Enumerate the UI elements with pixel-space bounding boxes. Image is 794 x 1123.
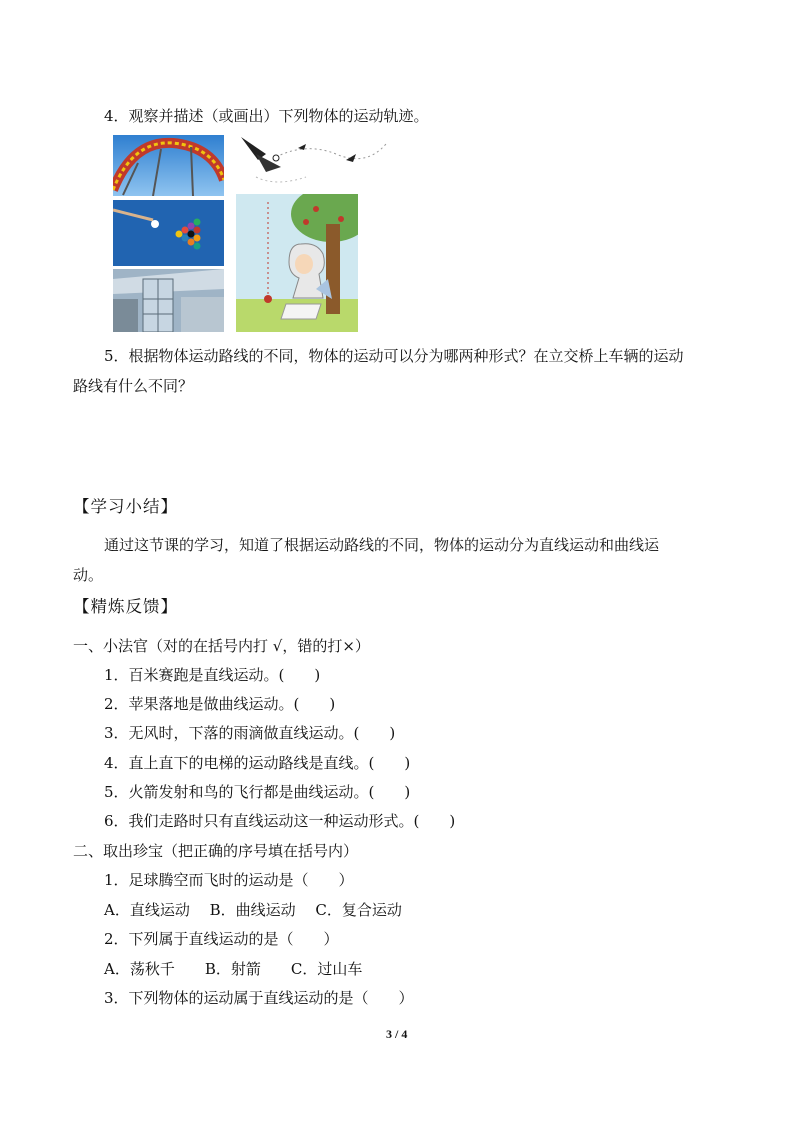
part-1-item: 6．我们走路时只有直线运动这一种运动形式。( ) <box>104 812 456 830</box>
roller-coaster-photo <box>113 135 224 196</box>
question-5-line-2: 路线有什么不同？ <box>73 377 194 395</box>
part-2-question-3: 3．下列物体的运动属于直线运动的是（ ） <box>104 989 414 1007</box>
part-2-title: 二、取出珍宝（把正确的序号填在括号内） <box>73 842 359 860</box>
part-2-question-2-options: A．荡秋千 B．射箭 C．过山车 <box>104 960 363 978</box>
part-1-item: 4．直上直下的电梯的运动路线是直线。( ) <box>104 754 411 772</box>
part-2-question-1: 1．足球腾空而飞时的运动是（ ） <box>104 871 354 889</box>
billiards-photo <box>113 200 224 266</box>
part-1-item: 2．苹果落地是做曲线运动。( ) <box>104 695 336 713</box>
newton-apple-cartoon <box>236 194 358 332</box>
summary-line-1: 通过这节课的学习，知道了根据运动路线的不同，物体的运动分为直线运动和曲线运 <box>104 536 660 554</box>
feedback-heading: 【精炼反馈】 <box>73 597 178 616</box>
part-1-item: 3．无风时，下落的雨滴做直线运动。( ) <box>104 724 396 742</box>
elevator-photo <box>113 269 224 332</box>
part-1-title: 一、小法官（对的在括号内打 √，错的打×） <box>73 637 370 655</box>
question-5-line-1: 5．根据物体运动路线的不同，物体的运动可以分为哪两种形式？在立交桥上车辆的运动 <box>104 347 684 365</box>
flying-eagle-drawing <box>236 132 396 190</box>
summary-line-2: 动。 <box>73 566 104 584</box>
summary-heading: 【学习小结】 <box>73 497 178 516</box>
question-4: 4．观察并描述（或画出）下列物体的运动轨迹。 <box>104 107 429 125</box>
part-1-item: 5．火箭发射和鸟的飞行都是曲线运动。( ) <box>104 783 411 801</box>
part-2-question-2: 2．下列属于直线运动的是（ ） <box>104 930 339 948</box>
part-2-question-1-options: A．直线运动 B．曲线运动 C．复合运动 <box>104 901 402 919</box>
part-1-item: 1．百米赛跑是直线运动。( ) <box>104 666 321 684</box>
page-number: 3 / 4 <box>386 1027 408 1041</box>
